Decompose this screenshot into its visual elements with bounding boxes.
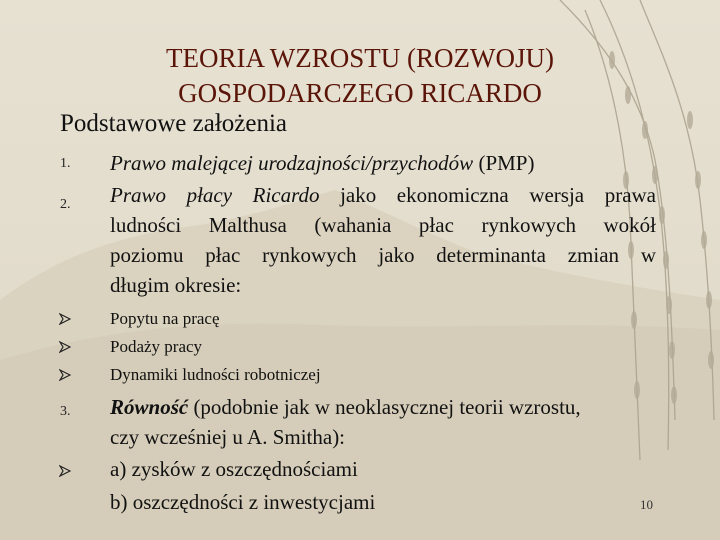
sub-item-podaz: Podaży pracy — [110, 337, 203, 356]
list-item-3-line2: czy wcześniej u A. Smitha): — [110, 425, 346, 449]
slide-title-line1: TEORIA WZROSTU (ROZWOJU) — [166, 43, 554, 73]
item2-text: jako ekonomiczna wersja prawa — [319, 183, 656, 207]
page-number: 10 — [640, 497, 653, 512]
item1-text: (PMP) — [473, 151, 535, 175]
list-item-3-line1 — [110, 395, 581, 420]
arrow-bullet-icon — [59, 341, 71, 353]
sub-item-dynamika: Dynamiki ludności robotniczej — [110, 365, 321, 384]
list-item-2-line3: poziomu płac rynkowych jako determinanta zmian w — [110, 243, 656, 267]
sub-item-oszczednosci: b) oszczędności z inwestycjami — [110, 490, 376, 514]
item3-term: Równość — [110, 395, 189, 419]
arrow-bullet-icon — [59, 313, 71, 325]
list-item-2-line4: długim okresie: — [110, 273, 242, 297]
slide-subtitle: Podstawowe założenia — [60, 110, 288, 137]
arrow-bullet-icon — [59, 369, 71, 381]
list-item-2-line2: ludności Malthusa (wahania płac rynkowych wokół — [110, 213, 656, 237]
item1-term: Prawo malejącej urodzajności/przychodów — [110, 151, 474, 175]
list-marker-3: 3. — [60, 404, 71, 419]
list-item-2-line1 — [110, 183, 656, 208]
list-item-1 — [110, 151, 534, 176]
sub-item-zyski: a) zysków z oszczędnościami — [110, 457, 358, 481]
arrow-bullet-icon — [59, 465, 71, 477]
item2-term: Prawo płacy Ricardo — [110, 183, 320, 207]
list-marker-1: 1. — [60, 156, 71, 171]
sub-item-popyt: Popytu na pracę — [110, 309, 220, 328]
slide-title-line2: GOSPODARCZEGO RICARDO — [178, 78, 542, 108]
item3-text: (podobnie jak w neoklasycznej teorii wzrostu, — [188, 395, 581, 419]
list-marker-2: 2. — [60, 197, 71, 212]
